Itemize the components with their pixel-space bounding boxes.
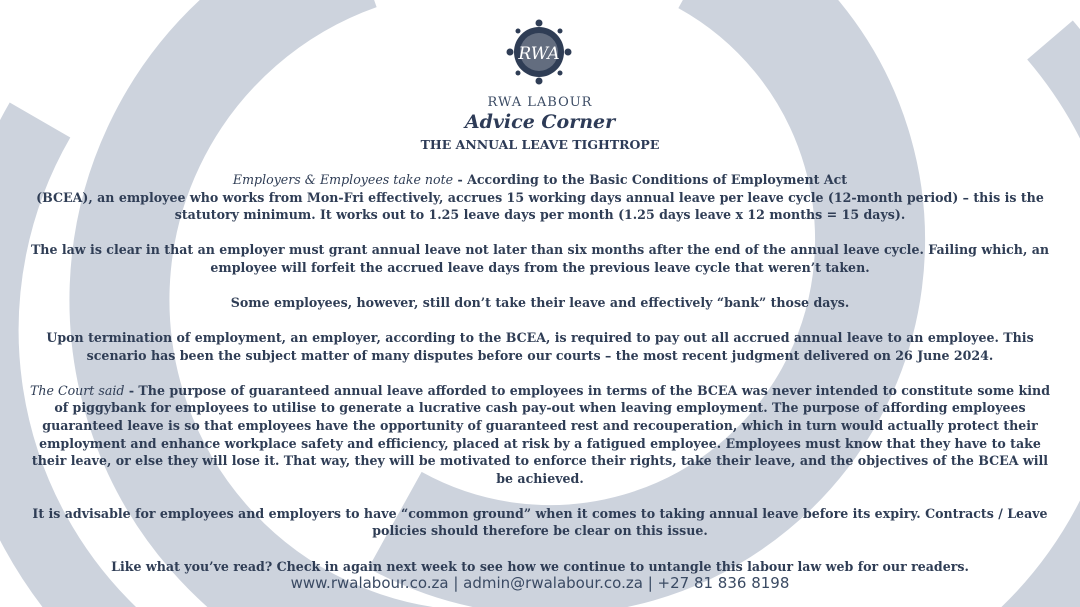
article-subtitle: THE ANNUAL LEAVE TIGHTROPE <box>420 137 660 152</box>
court-text: - The purpose of guaranteed annual leave afforded to employees in terms of the BCEA was never intended to constitute some kind of piggybank for employees to utilise to generate a lucrative cash pay-out when leaving employment. The purpose of affording employees guaranteed leave is so that employees have the opportunity of guaranteed rest and recouperation, which in turn would actually protect their employment and enhance workplace safety and efficiency, placed at risk by a fatigued employee. Employees must know that they have to take their leave, or else they will lose it. That way, they will be motivated to enforce their rights, take their leave, and the objectives of the BCEA will be achieved. <box>31 382 1051 486</box>
paragraph-court <box>22 382 1058 488</box>
rwa-compass-logo-icon <box>504 18 574 86</box>
contact-footer <box>0 574 1080 592</box>
website-link[interactable]: www.rwalabour.co.za <box>290 574 449 592</box>
paragraph-bank: Some employees, however, still don’t take their leave and effectively “bank” those days. <box>230 294 850 310</box>
paragraph-law: The law is clear in that an employer must grant annual leave not later than six months after the end of the annual leave cycle. Failing which, an employee will forfeit the accrued leave days from the previous leave cycle that weren’t taken. <box>30 242 1050 275</box>
page-title: Advice Corner <box>464 111 616 133</box>
paragraph-termination: Upon termination of employment, an employer, according to the BCEA, is required to pay out all accrued annual leave to an employee. This scenario has been the subject matter of many disputes before our courts – the most recent judgment delivered on 26 June 2024. <box>46 330 1034 363</box>
intro-lead: Employers & Employees take note <box>232 172 454 187</box>
paragraph-closing: Like what you’ve read? Check in again next week to see how we continue to untangle this labour law web for our readers. <box>111 558 969 574</box>
intro-line1: - According to the Basic Conditions of Employment Act <box>453 172 848 187</box>
email-link[interactable]: admin@rwalabour.co.za <box>463 574 643 592</box>
footer-separator: | <box>448 574 464 592</box>
footer-separator: | <box>642 574 658 592</box>
paragraph-advice: It is advisable for employees and employers to have “common ground” when it comes to taking annual leave before its expiry. Contracts / Leave policies should therefore be clear on this issue. <box>32 505 1048 539</box>
article-body <box>22 171 1058 593</box>
brand-name: RWA LABOUR <box>487 95 593 110</box>
paragraph-intro <box>22 171 1058 224</box>
phone-number[interactable]: +27 81 836 8198 <box>657 574 790 592</box>
logo-monogram: RWA <box>518 44 560 64</box>
intro-rest: (BCEA), an employee who works from Mon-Fri effectively, accrues 15 working days annual leave per leave cycle (12-month period) – this is the statutory minimum. It works out to 1.25 leave days per month (1.25 days leave x 12 months = 15 days). <box>36 189 1044 223</box>
court-lead: The Court said <box>29 382 125 398</box>
